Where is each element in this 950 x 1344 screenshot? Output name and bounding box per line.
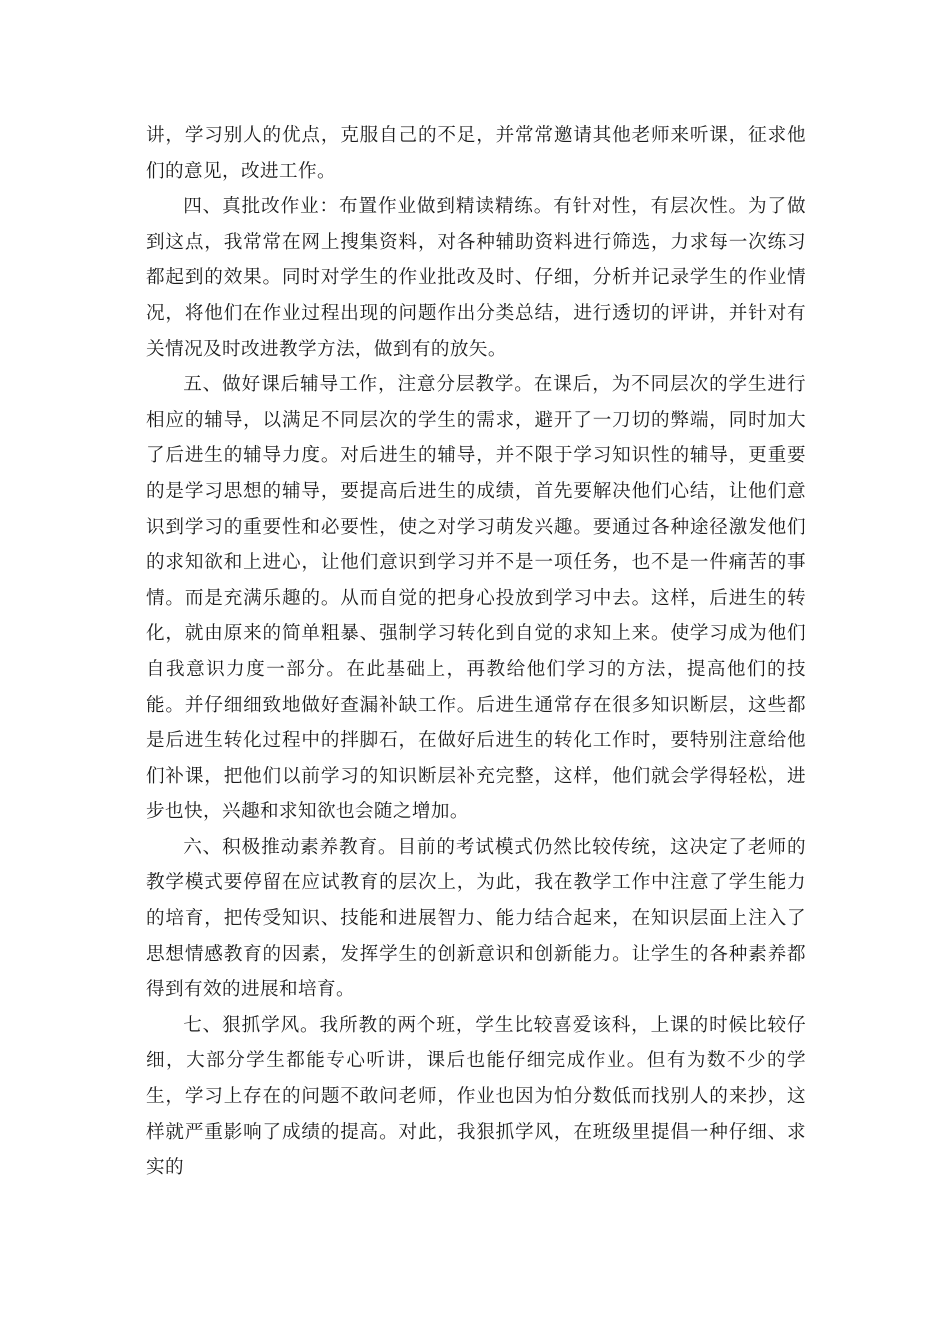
document-body	[146, 118, 806, 1186]
paragraph-homework-correction: 四、真批改作业：布置作业做到精读精练。有针对性，有层次性。为了做到这点，我常常在网上搜集资料，对各种辅助资料进行筛选，力求每一次练习都起到的效果。同时对学生的作业批改及时、仔细，分析并记录学生的作业情况，将他们在作业过程出现的问题作出分类总结，进行透切的评讲，并针对有关情况及时改进教学方法，做到有的放矢。	[146, 196, 806, 360]
paragraph-after-class-tutoring: 五、做好课后辅导工作，注意分层教学。在课后，为不同层次的学生进行相应的辅导，以满足不同层次的学生的需求，避开了一刀切的弊端，同时加大了后进生的辅导力度。对后进生的辅导，并不限于学习知识性的辅导，更重要的是学习思想的辅导，要提高后进生的成绩，首先要解决他们心结，让他们意识到学习的重要性和必要性，使之对学习萌发兴趣。要通过各种途径激发他们的求知欲和上进心，让他们意识到学习并不是一项任务，也不是一件痛苦的事情。而是充满乐趣的。从而自觉的把身心投放到学习中去。这样，后进生的转化，就由原来的简单粗暴、强制学习转化到自觉的求知上来。使学习成为他们自我意识力度一部分。在此基础上，再教给他们学习的方法，提高他们的技能。并仔细细致地做好查漏补缺工作。后进生通常存在很多知识断层，这些都是后进生转化过程中的拌脚石，在做好后进生的转化工作时，要特别注意给他们补课，把他们以前学习的知识断层补充完整，这样，他们就会学得轻松，进步也快，兴趣和求知欲也会随之增加。	[146, 374, 806, 823]
paragraph-quality-education: 六、积极推动素养教育。目前的考试模式仍然比较传统，这决定了老师的教学模式要停留在应试教育的层次上，为此，我在教学工作中注意了学生能力的培育，把传受知识、技能和进展智力、能力结合起来，在知识层面上注入了思想情感教育的因素，发挥学生的创新意识和创新能力。让学生的各种素养都得到有效的进展和培育。	[146, 836, 806, 1001]
paragraph-study-atmosphere: 七、狠抓学风。我所教的两个班，学生比较喜爱该科，上课的时候比较仔细，大部分学生都能专心听讲，课后也能仔细完成作业。但有为数不少的学生，学习上存在的问题不敢问老师，作业也因为怕分数低而找别人的来抄，这样就严重影响了成绩的提高。对此，我狠抓学风，在班级里提倡一种仔细、求实的	[146, 1014, 806, 1179]
paragraph-continuation: 讲，学习别人的优点，克服自己的不足，并常常邀请其他老师来听课，征求他们的意见，改进工作。	[146, 125, 806, 182]
